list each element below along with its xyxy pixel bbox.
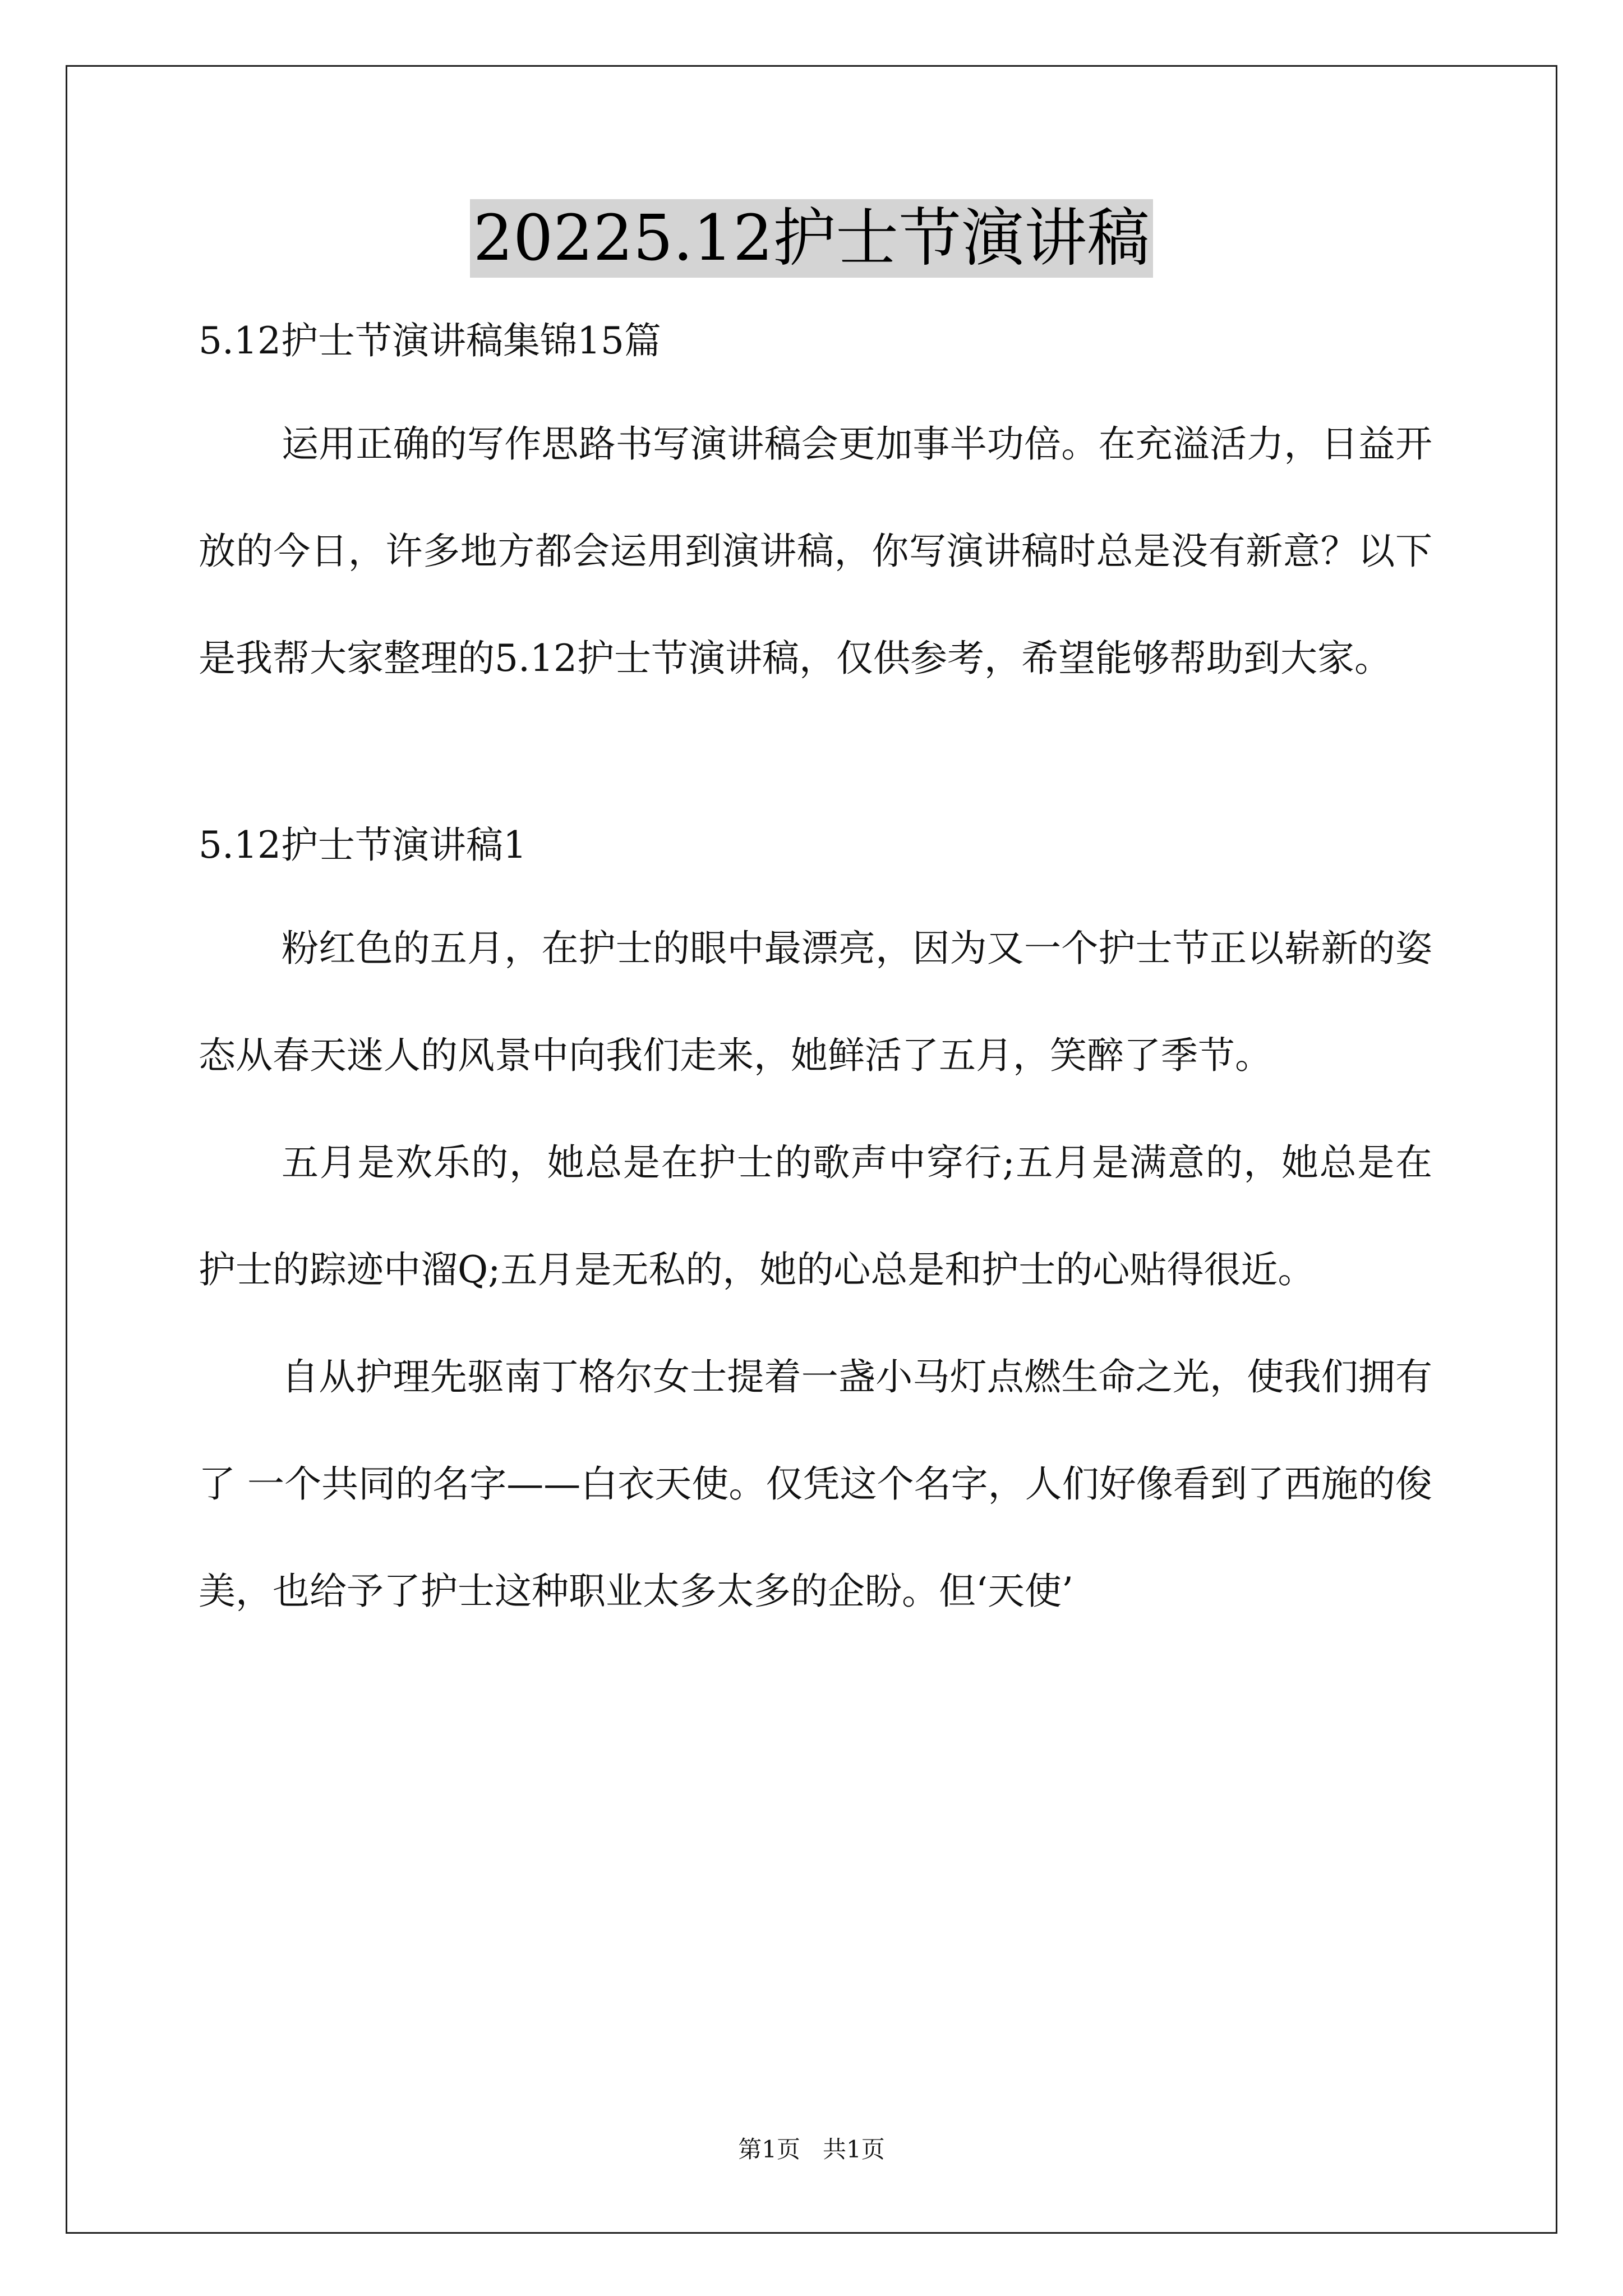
- page-footer: 第1页 共1页: [738, 2136, 885, 2163]
- document-subtitle: 5.12护士节演讲稿集锦15篇: [199, 319, 661, 362]
- section-heading: 5.12护士节演讲稿1: [199, 823, 527, 867]
- document-body: [199, 292, 1432, 1645]
- section-spacer: [199, 712, 1432, 796]
- body-paragraph: 五月是欢乐的，她总是在护士的歌声中穿行;五月是满意的，她总是在护士的踪迹中溜Q;五月是无私的，她的心总是和护士的心贴得很近。: [199, 1141, 1432, 1291]
- body-paragraph: 粉红色的五月，在护士的眼中最漂亮，因为又一个护士节正以崭新的姿态从春天迷人的风景中向我们走来，她鲜活了五月，笑醉了季节。: [199, 927, 1432, 1077]
- intro-paragraph: 运用正确的写作思路书写演讲稿会更加事半功倍。在充溢活力，日益开放的今日，许多地方都会运用到演讲稿，你写演讲稿时总是没有新意？以下是我帮大家整理的5.12护士节演讲稿，仅供参考，希望能够帮助到大家。: [199, 422, 1432, 680]
- document-title: 20225.12护士节演讲稿: [470, 199, 1153, 278]
- body-paragraph: 自从护理先驱南丁格尔女士提着一盏小马灯点燃生命之光，使我们拥有了 一个共同的名字——白衣天使。仅凭这个名字，人们好像看到了西施的俊美，也给予了护士这种职业太多太多的企盼。但‘天使’: [199, 1355, 1432, 1613]
- title-container: [0, 199, 1623, 278]
